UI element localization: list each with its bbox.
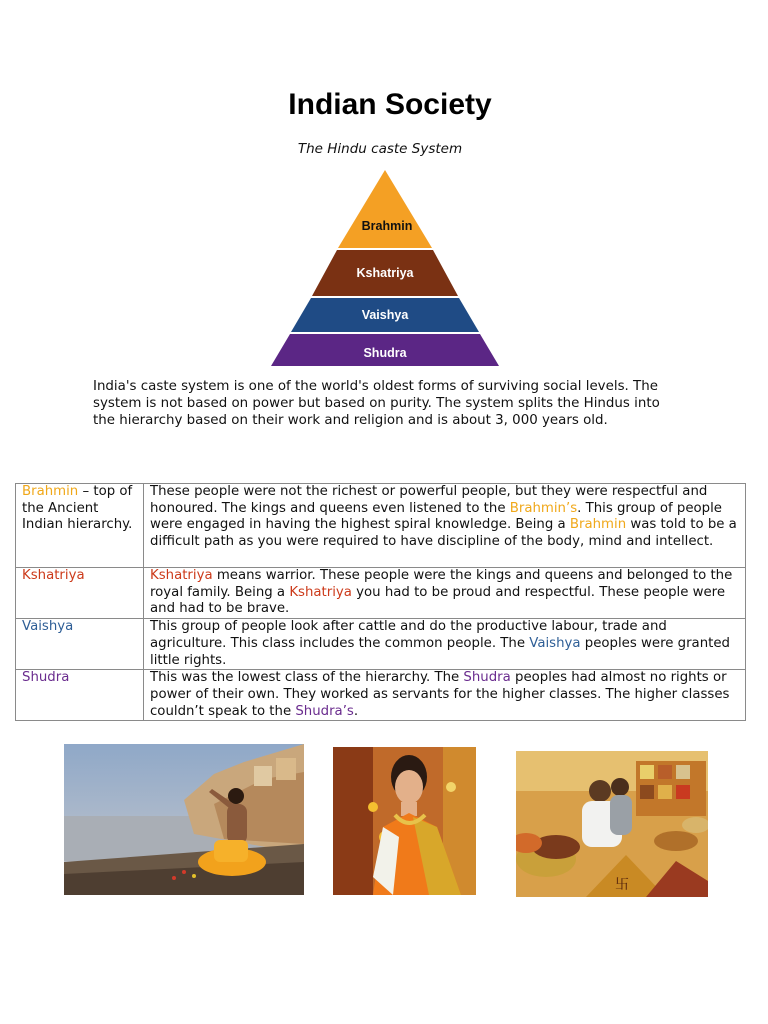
page-title: Indian Society xyxy=(288,88,492,121)
caste-description xyxy=(144,670,746,721)
table-row xyxy=(16,484,746,568)
desc-text: means warrior. These people were the kings and queens and belonged to the royal family. Being a xyxy=(150,568,733,600)
desc-text: you had to be proud and respectful. These people were and had to be brave. xyxy=(150,584,726,617)
caste-name: Vaishya xyxy=(22,619,74,635)
desc-text: . xyxy=(353,703,359,719)
table-row xyxy=(16,568,746,619)
table-row xyxy=(16,619,746,670)
svg-text:卐: 卐 xyxy=(615,877,629,893)
table-row xyxy=(16,670,746,721)
caste-name: Brahmin xyxy=(22,484,79,499)
pyramid-caption: The Hindu caste System xyxy=(297,141,463,157)
pyramid-label-vaishya: Vaishya xyxy=(361,308,409,322)
photo-spice-merchant xyxy=(516,751,708,897)
caste-name-cell xyxy=(16,619,144,670)
desc-text: peoples had almost no rights or power of their own. They worked as servants for the higher classes. The higher classes couldn’t speak to the xyxy=(150,670,730,719)
desc-caste-term: Brahmin xyxy=(569,517,627,533)
caste-table xyxy=(15,483,746,721)
desc-caste-term: Kshatriya xyxy=(289,584,352,600)
desc-text: This was the lowest class of the hierarchy. The xyxy=(150,670,464,686)
caste-name: Kshatriya xyxy=(22,568,85,583)
caste-name: Shudra xyxy=(22,670,70,686)
caste-note: – top of the Ancient Indian hierarchy. xyxy=(22,484,133,533)
desc-text: . This group of people were engaged in having the highest spiral knowledge. Being a xyxy=(150,500,722,533)
caste-name-cell xyxy=(16,568,144,619)
desc-caste-term: Vaishya xyxy=(529,635,581,651)
desc-caste-term: Brahmin’s xyxy=(509,500,578,516)
pyramid-tier-brahmin xyxy=(338,170,432,248)
caste-description xyxy=(144,484,746,568)
caste-description xyxy=(144,619,746,670)
desc-text: was told to be a difficult path as you were required to have discipline of the body, mind and intellect. xyxy=(150,517,737,550)
desc-caste-term: Shudra xyxy=(463,670,511,686)
caste-name-cell xyxy=(16,484,144,568)
caste-description xyxy=(144,568,746,619)
desc-text: This group of people look after cattle and do the productive labour, trade and agriculture. This class includes the common people. The xyxy=(150,619,667,651)
pyramid-label-brahmin: Brahmin xyxy=(361,219,413,233)
photo-woman-saree xyxy=(333,747,476,895)
desc-caste-term: Shudra’s xyxy=(295,703,354,719)
desc-text: These people were not the richest or powerful people, but they were respectful and honoured. The kings and queens even listened to the xyxy=(150,484,708,516)
caste-name-cell xyxy=(16,670,144,721)
desc-text: peoples were granted little rights. xyxy=(150,635,730,668)
desc-caste-term: Kshatriya xyxy=(150,568,213,583)
pyramid-label-kshatriya: Kshatriya xyxy=(356,266,414,280)
caste-pyramid xyxy=(265,168,505,368)
photo-priest-ghat xyxy=(64,744,304,895)
intro-paragraph: India's caste system is one of the world's oldest forms of surviving social levels. The system is not based on power but based on purity. The system splits the Hindus into the hierarchy based on their work and religion and is about 3, 000 years old. xyxy=(93,379,660,428)
pyramid-label-shudra: Shudra xyxy=(363,346,407,360)
